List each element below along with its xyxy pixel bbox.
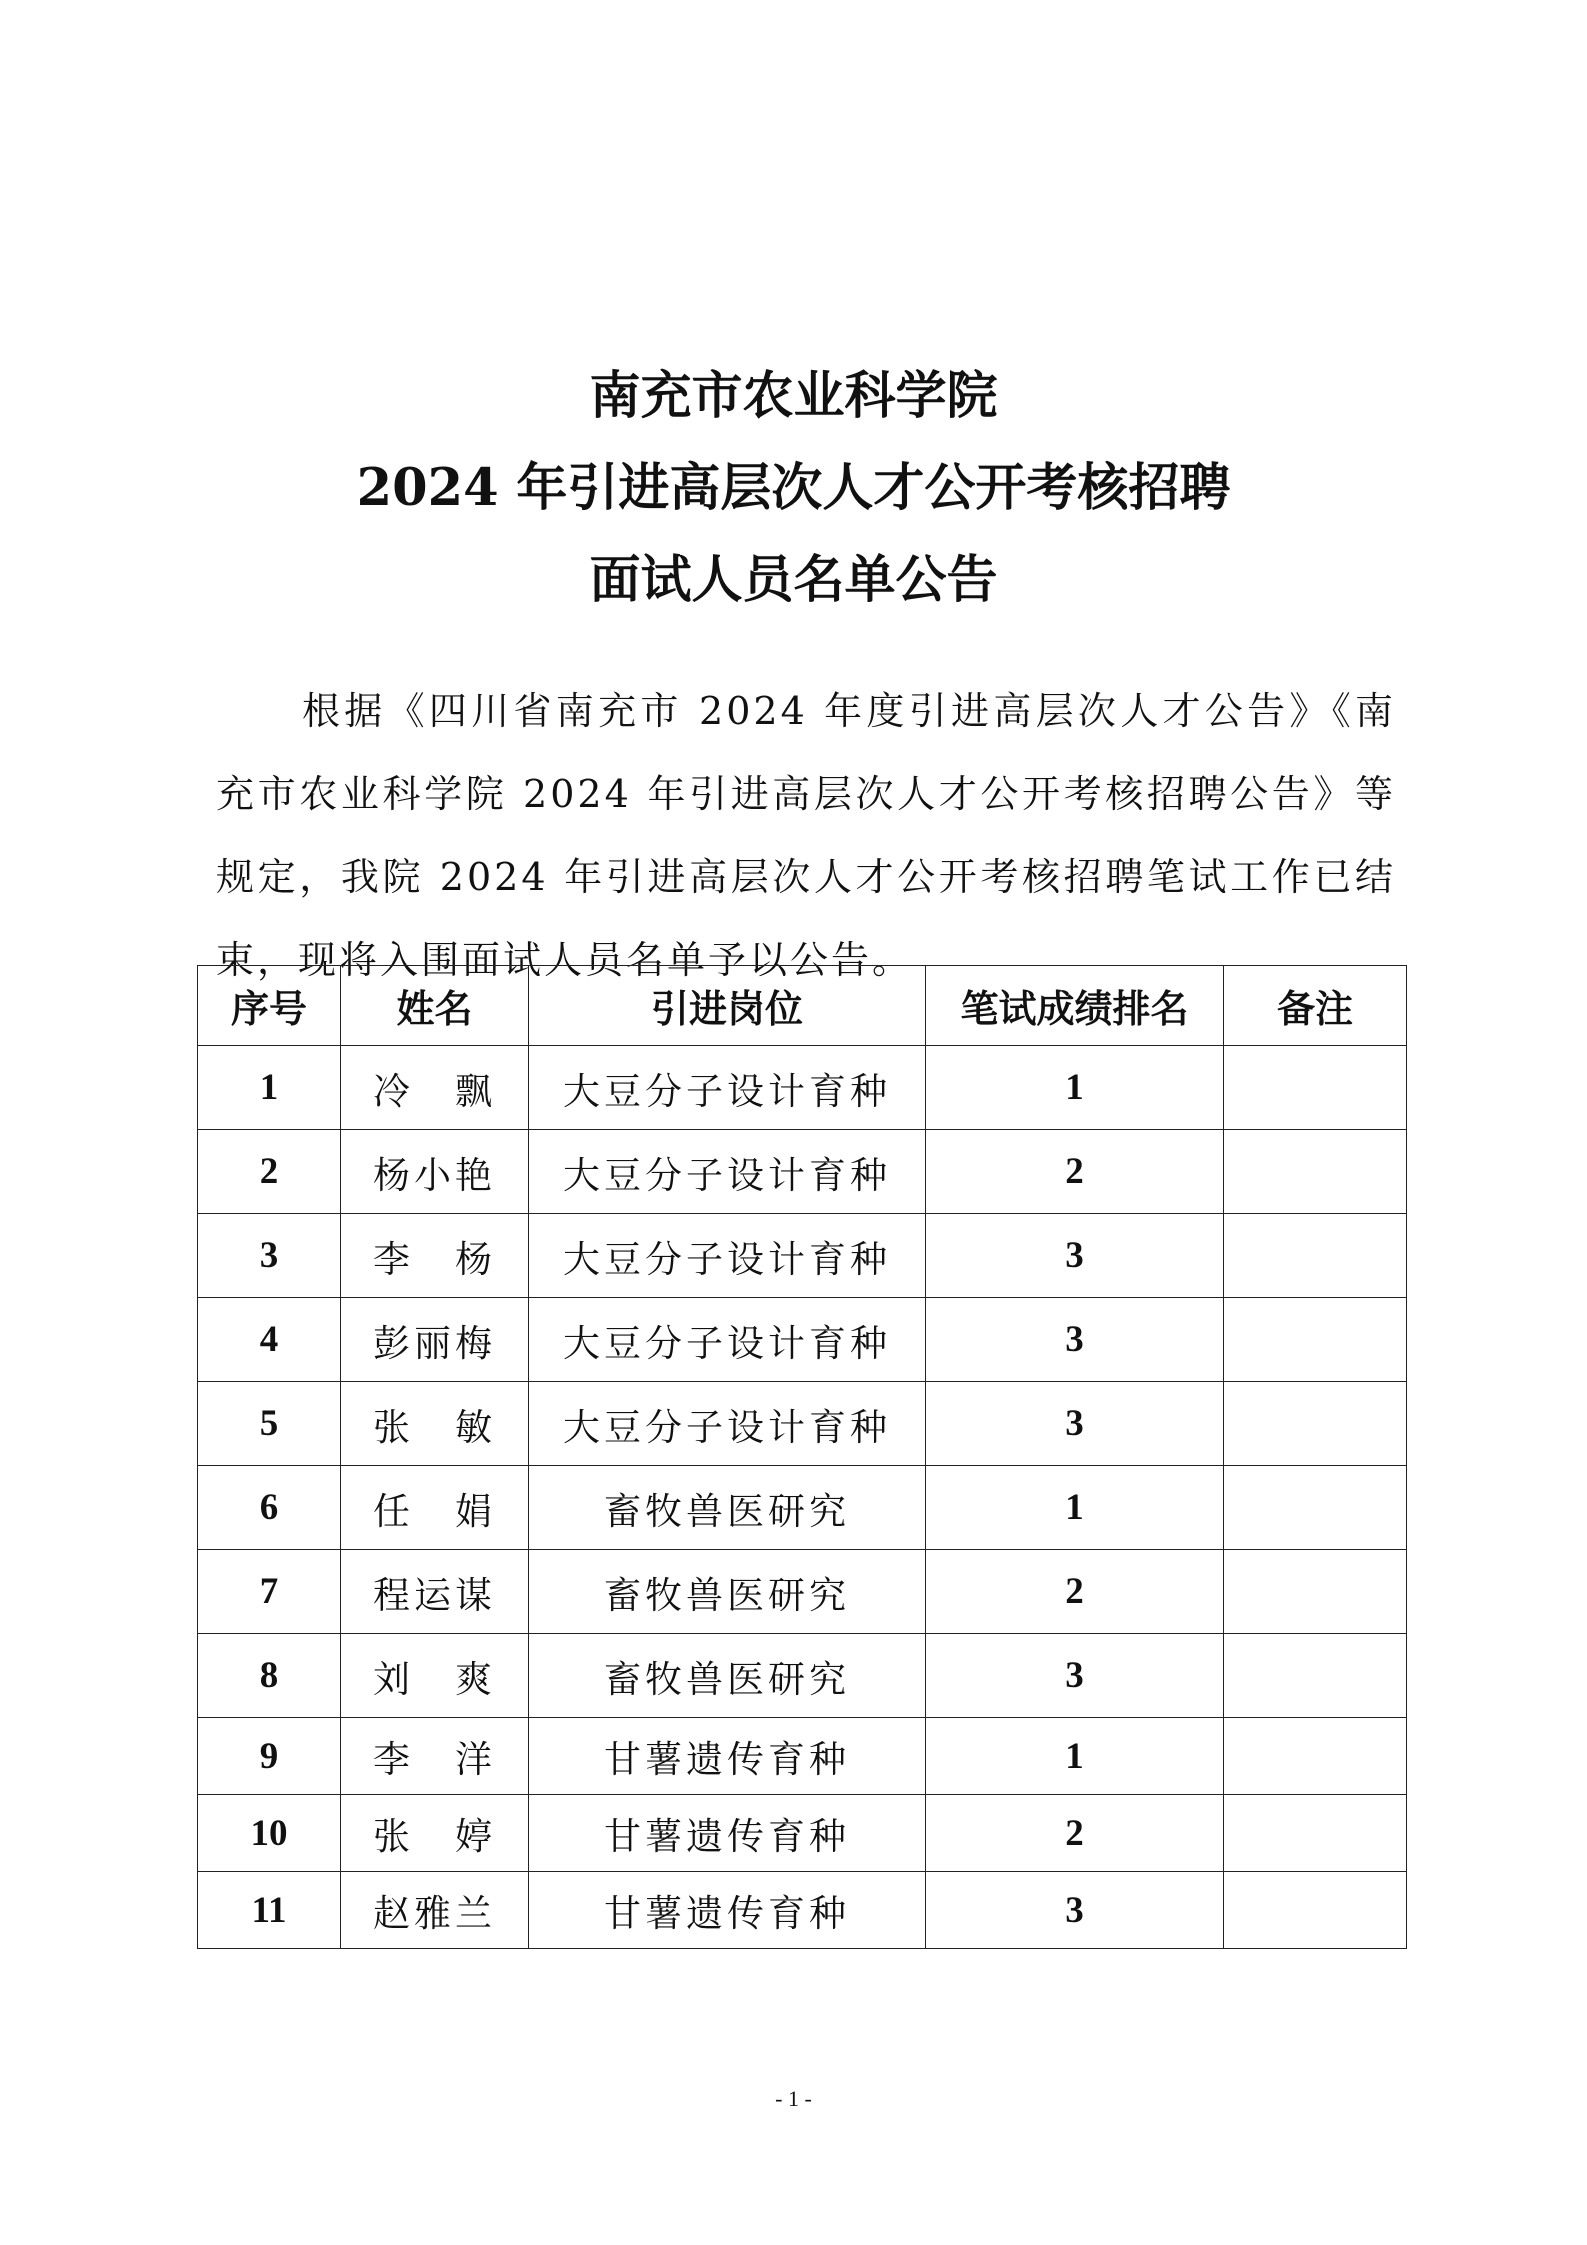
row-index: 9 (198, 1718, 341, 1795)
row-note (1224, 1130, 1407, 1214)
row-name: 程运谋 (341, 1550, 529, 1634)
row-note (1224, 1634, 1407, 1718)
row-name: 冷 飘 (341, 1046, 529, 1130)
row-note (1224, 1046, 1407, 1130)
row-rank: 3 (926, 1214, 1224, 1298)
row-note (1224, 1382, 1407, 1466)
row-name: 刘 爽 (341, 1634, 529, 1718)
page-number: - 1 - (775, 2086, 812, 2111)
table-row (198, 1872, 1407, 1949)
header-post: 引进岗位 (529, 966, 926, 1046)
row-rank: 3 (926, 1382, 1224, 1466)
row-post: 甘薯遗传育种 (529, 1872, 926, 1949)
table-row (198, 1466, 1407, 1550)
document-title (0, 350, 1587, 626)
header-name: 姓名 (341, 966, 529, 1046)
row-note (1224, 1872, 1407, 1949)
row-post: 大豆分子设计育种 (529, 1130, 926, 1214)
row-index: 11 (198, 1872, 341, 1949)
intro-paragraph: 根据《四川省南充市 2024 年度引进高层次人才公告》《南充市农业科学院 2024 年引进高层次人才公开考核招聘公告》等规定，我院 2024 年引进高层次人才公开考核招聘笔试工作已结束，现将入围面试人员名单予以公告。 (216, 689, 1396, 982)
row-note (1224, 1298, 1407, 1382)
row-note (1224, 1718, 1407, 1795)
table-row (198, 1382, 1407, 1466)
table-row (198, 1214, 1407, 1298)
row-name: 李 杨 (341, 1214, 529, 1298)
row-rank: 1 (926, 1466, 1224, 1550)
row-post: 大豆分子设计育种 (529, 1382, 926, 1466)
row-index: 5 (198, 1382, 341, 1466)
table-row (198, 1634, 1407, 1718)
row-name: 赵雅兰 (341, 1872, 529, 1949)
row-rank: 2 (926, 1550, 1224, 1634)
row-rank: 3 (926, 1872, 1224, 1949)
row-name: 任 娟 (341, 1466, 529, 1550)
row-name: 彭丽梅 (341, 1298, 529, 1382)
row-note (1224, 1214, 1407, 1298)
row-note (1224, 1466, 1407, 1550)
table-row (198, 1130, 1407, 1214)
row-index: 1 (198, 1046, 341, 1130)
row-note (1224, 1795, 1407, 1872)
row-rank: 1 (926, 1046, 1224, 1130)
row-post: 畜牧兽医研究 (529, 1550, 926, 1634)
row-index: 4 (198, 1298, 341, 1382)
row-rank: 3 (926, 1298, 1224, 1382)
title-line-1: 南充市农业科学院 (589, 366, 998, 426)
row-rank: 2 (926, 1130, 1224, 1214)
row-index: 6 (198, 1466, 341, 1550)
row-name: 张 敏 (341, 1382, 529, 1466)
header-note: 备注 (1224, 966, 1407, 1046)
row-post: 畜牧兽医研究 (529, 1466, 926, 1550)
row-index: 8 (198, 1634, 341, 1718)
row-rank: 3 (926, 1634, 1224, 1718)
interview-roster-table (197, 965, 1407, 1949)
row-name: 李 洋 (341, 1718, 529, 1795)
row-name: 杨小艳 (341, 1130, 529, 1214)
row-post: 畜牧兽医研究 (529, 1634, 926, 1718)
table-row (198, 1046, 1407, 1130)
title-line-3: 面试人员名单公告 (589, 550, 998, 610)
row-post: 大豆分子设计育种 (529, 1298, 926, 1382)
row-post: 大豆分子设计育种 (529, 1214, 926, 1298)
table-row (198, 1795, 1407, 1872)
row-post: 大豆分子设计育种 (529, 1046, 926, 1130)
title-line-2: 2024 年引进高层次人才公开考核招聘 (356, 458, 1231, 518)
row-post: 甘薯遗传育种 (529, 1718, 926, 1795)
table-row (198, 1298, 1407, 1382)
row-index: 3 (198, 1214, 341, 1298)
row-name: 张 婷 (341, 1795, 529, 1872)
row-rank: 1 (926, 1718, 1224, 1795)
header-index: 序号 (198, 966, 341, 1046)
row-index: 7 (198, 1550, 341, 1634)
row-rank: 2 (926, 1795, 1224, 1872)
row-index: 10 (198, 1795, 341, 1872)
table-row (198, 1550, 1407, 1634)
table-header-row (198, 966, 1407, 1046)
table-row (198, 1718, 1407, 1795)
row-index: 2 (198, 1130, 341, 1214)
row-note (1224, 1550, 1407, 1634)
row-post: 甘薯遗传育种 (529, 1795, 926, 1872)
header-rank: 笔试成绩排名 (926, 966, 1224, 1046)
